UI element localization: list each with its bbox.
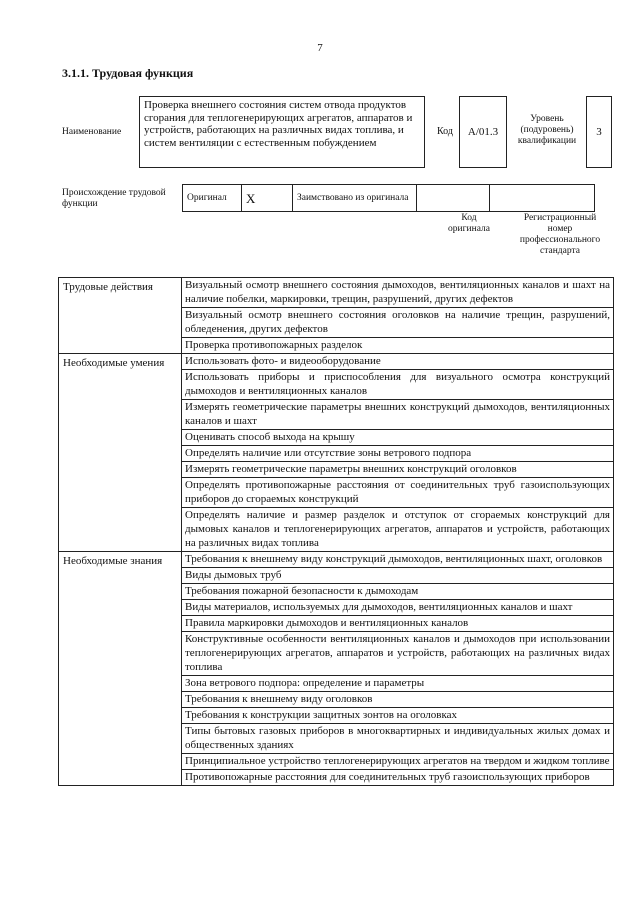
original-code-cell (417, 185, 490, 212)
list-item: Определять противопожарные расстояния от соединительных труб газоиспользующих приборов до сгораемых конструкций (182, 478, 614, 508)
function-name-box: Проверка внешнего состояния систем отвода продуктов сгорания для теплогенерирующих агрегатов, аппаратов и устройств, работающих на различных видах топлива, и систем вентиляции с естественным побуждением (139, 96, 425, 168)
list-item: Визуальный осмотр внешнего состояния оголовков на наличие трещин, разрушений, обледенения, других дефектов (182, 308, 614, 338)
list-item: Использовать фото- и видеооборудование (182, 354, 614, 370)
list-item: Виды дымовых труб (182, 568, 614, 584)
code-value-box: A/01.3 (459, 96, 507, 168)
list-item: Противопожарные расстояния для соединительных труб газоиспользующих приборов (182, 770, 614, 786)
table-row (59, 552, 614, 568)
table-row (59, 354, 614, 370)
list-item: Принципиальное устройство теплогенерирующих агрегатов на твердом и жидком топливе (182, 754, 614, 770)
list-item: Определять наличие или отсутствие зоны ветрового подпора (182, 446, 614, 462)
list-item: Конструктивные особенности вентиляционных каналов и дымоходов при использовании теплогенерирующих агрегатов, аппаратов и устройств, работающих на различных видах топлива (182, 632, 614, 676)
name-label: Наименование (62, 127, 122, 137)
list-item: Оценивать способ выхода на крышу (182, 430, 614, 446)
level-label: Уровень (подуровень) квалификации (517, 114, 577, 146)
original-mark: X (242, 185, 293, 212)
list-item: Требования пожарной безопасности к дымоходам (182, 584, 614, 600)
level-value-box: 3 (586, 96, 612, 168)
list-item: Требования к конструкции защитных зонтов на оголовках (182, 708, 614, 724)
category-required-knowledge: Необходимые знания (59, 552, 182, 786)
list-item: Требования к внешнему виду конструкций дымоходов, вентиляционных шахт, оголовков (182, 552, 614, 568)
registration-caption: Регистрационный номер профессионального стандарта (519, 213, 601, 256)
original-label: Оригинал (183, 185, 242, 212)
table-row (59, 278, 614, 308)
borrowed-label: Заимствовано из оригинала (293, 185, 417, 212)
list-item: Визуальный осмотр внешнего состояния дымоходов, вентиляционных каналов и шахт на наличие побелки, маркировки, трещин, разрушений, других дефектов (182, 278, 614, 308)
list-item: Типы бытовых газовых приборов в многоквартирных и индивидуальных жилых домах и общественных зданиях (182, 724, 614, 754)
list-item: Виды материалов, используемых для дымоходов, вентиляционных каналов и шахт (182, 600, 614, 616)
registration-number-cell (490, 185, 595, 212)
list-item: Использовать приборы и приспособления для визуального осмотра конструкций дымоходов и вентиляционных каналов (182, 370, 614, 400)
list-item: Измерять геометрические параметры внешних конструкций оголовков (182, 462, 614, 478)
section-title: 3.1.1. Трудовая функция (62, 66, 194, 80)
function-details-table (58, 277, 614, 786)
list-item: Определять наличие и размер разделок и отступок от сгораемых конструкций для дымовых каналов и теплогенерирующих агрегатов, аппаратов и устройств, работающих на различных видах топлива (182, 508, 614, 552)
category-required-skills: Необходимые умения (59, 354, 182, 552)
list-item: Правила маркировки дымоходов и вентиляционных каналов (182, 616, 614, 632)
code-original-caption: Код оригинала (448, 213, 490, 234)
page-number: 7 (317, 42, 323, 54)
list-item: Измерять геометрические параметры внешних конструкций дымоходов, вентиляционных каналов и шахт (182, 400, 614, 430)
list-item: Требования к внешнему виду оголовков (182, 692, 614, 708)
list-item: Зона ветрового подпора: определение и параметры (182, 676, 614, 692)
code-label: Код (437, 126, 453, 137)
category-labor-actions: Трудовые действия (59, 278, 182, 354)
origin-label: Происхождение трудовой функции (62, 188, 166, 209)
origin-table (182, 184, 595, 212)
list-item: Проверка противопожарных разделок (182, 338, 614, 354)
